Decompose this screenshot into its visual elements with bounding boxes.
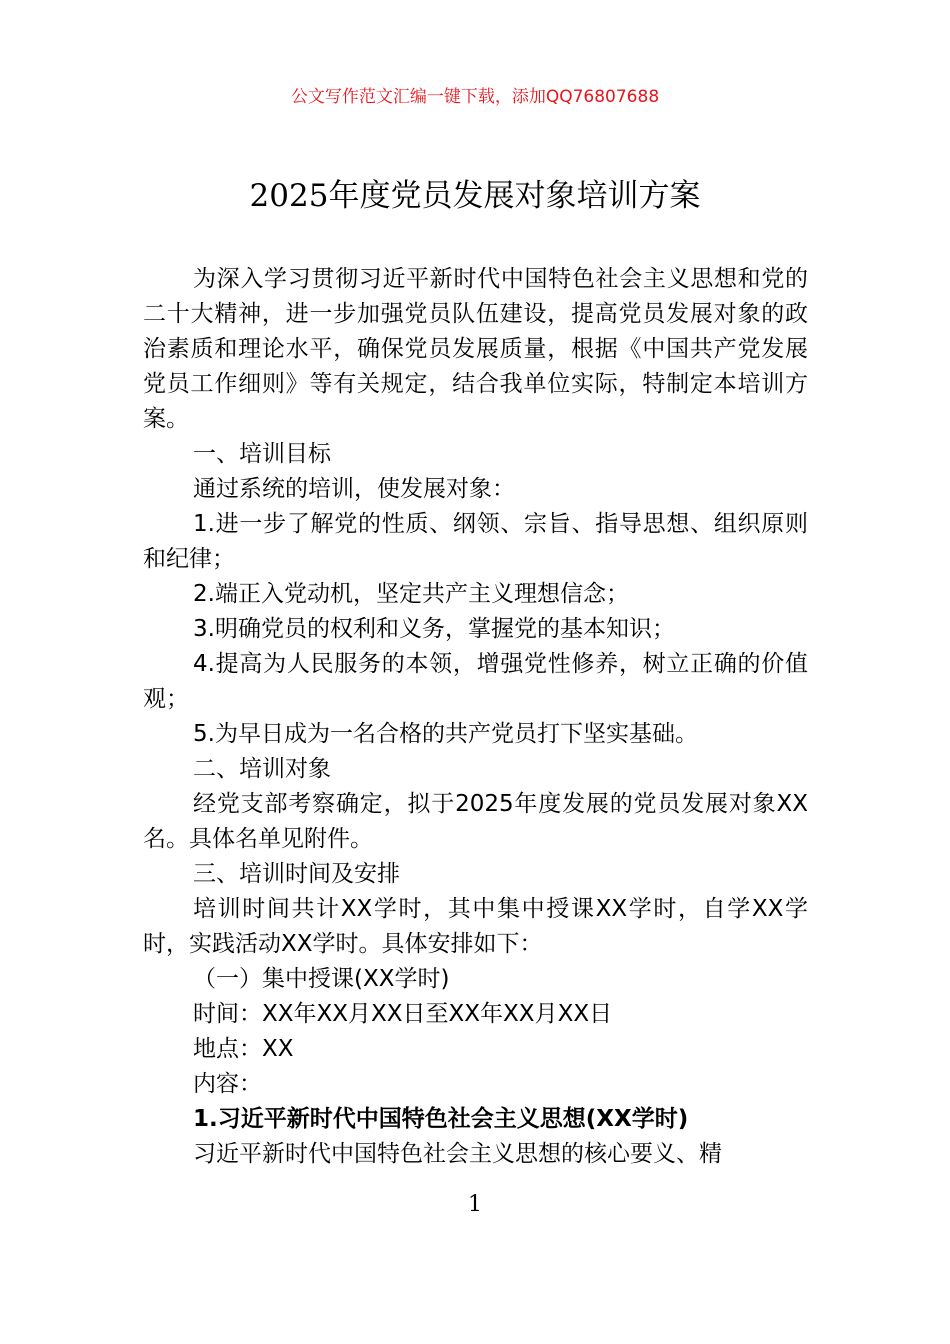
intro-paragraph: 为深入学习贯彻习近平新时代中国特色社会主义思想和党的二十大精神，进一步加强党员队伍建设，提高党员发展对象的政治素质和理论水平，确保党员发展质量，根据《中国共产党发展党员工作细则》等有关规定，结合我单位实际，特制定本培训方案。 <box>143 266 808 432</box>
lecture-content-label: 内容： <box>193 1071 262 1097</box>
lecture-time: 时间：XX年XX月XX日至XX年XX月XX日 <box>193 1001 613 1027</box>
lecture-topic-1-heading: 1.习近平新时代中国特色社会主义思想(XX学时) <box>193 1106 689 1132</box>
section-heading-goals: 一、培训目标 <box>193 441 331 467</box>
lecture-location: 地点：XX <box>193 1036 294 1062</box>
paragraph-targets: 经党支部考察确定，拟于2025年度发展的党员发展对象XX名。具体名单见附件。 <box>143 791 808 852</box>
goal-item-5: 5.为早日成为一名合格的共产党员打下坚实基础。 <box>193 721 698 747</box>
paragraph-goals-intro: 通过系统的培训，使发展对象： <box>193 476 515 502</box>
goal-item-1: 1.进一步了解党的性质、纲领、宗旨、指导思想、组织原则和纪律； <box>143 511 808 572</box>
download-notice: 公文写作范文汇编一键下载，添加QQ76807688 <box>290 87 660 107</box>
goal-item-4: 4.提高为人民服务的本领，增强党性修养，树立正确的价值观； <box>143 651 808 712</box>
goal-item-3: 3.明确党员的权利和义务，掌握党的基本知识； <box>193 616 675 642</box>
document-title: 2025年度党员发展对象培训方案 <box>249 178 701 214</box>
lecture-topic-1-text: 习近平新时代中国特色社会主义思想的核心要义、精 <box>193 1141 722 1167</box>
page-number: 1 <box>468 1192 482 1217</box>
subsection-heading-lectures: （一）集中授课(XX学时) <box>193 966 450 992</box>
section-heading-targets: 二、培训对象 <box>193 756 331 782</box>
document-body <box>143 262 808 1172</box>
paragraph-schedule: 培训时间共计XX学时，其中集中授课XX学时，自学XX学时，实践活动XX学时。具体安排如下： <box>143 896 808 957</box>
goal-item-2: 2.端正入党动机，坚定共产主义理想信念； <box>193 581 629 607</box>
section-heading-schedule: 三、培训时间及安排 <box>193 861 400 887</box>
